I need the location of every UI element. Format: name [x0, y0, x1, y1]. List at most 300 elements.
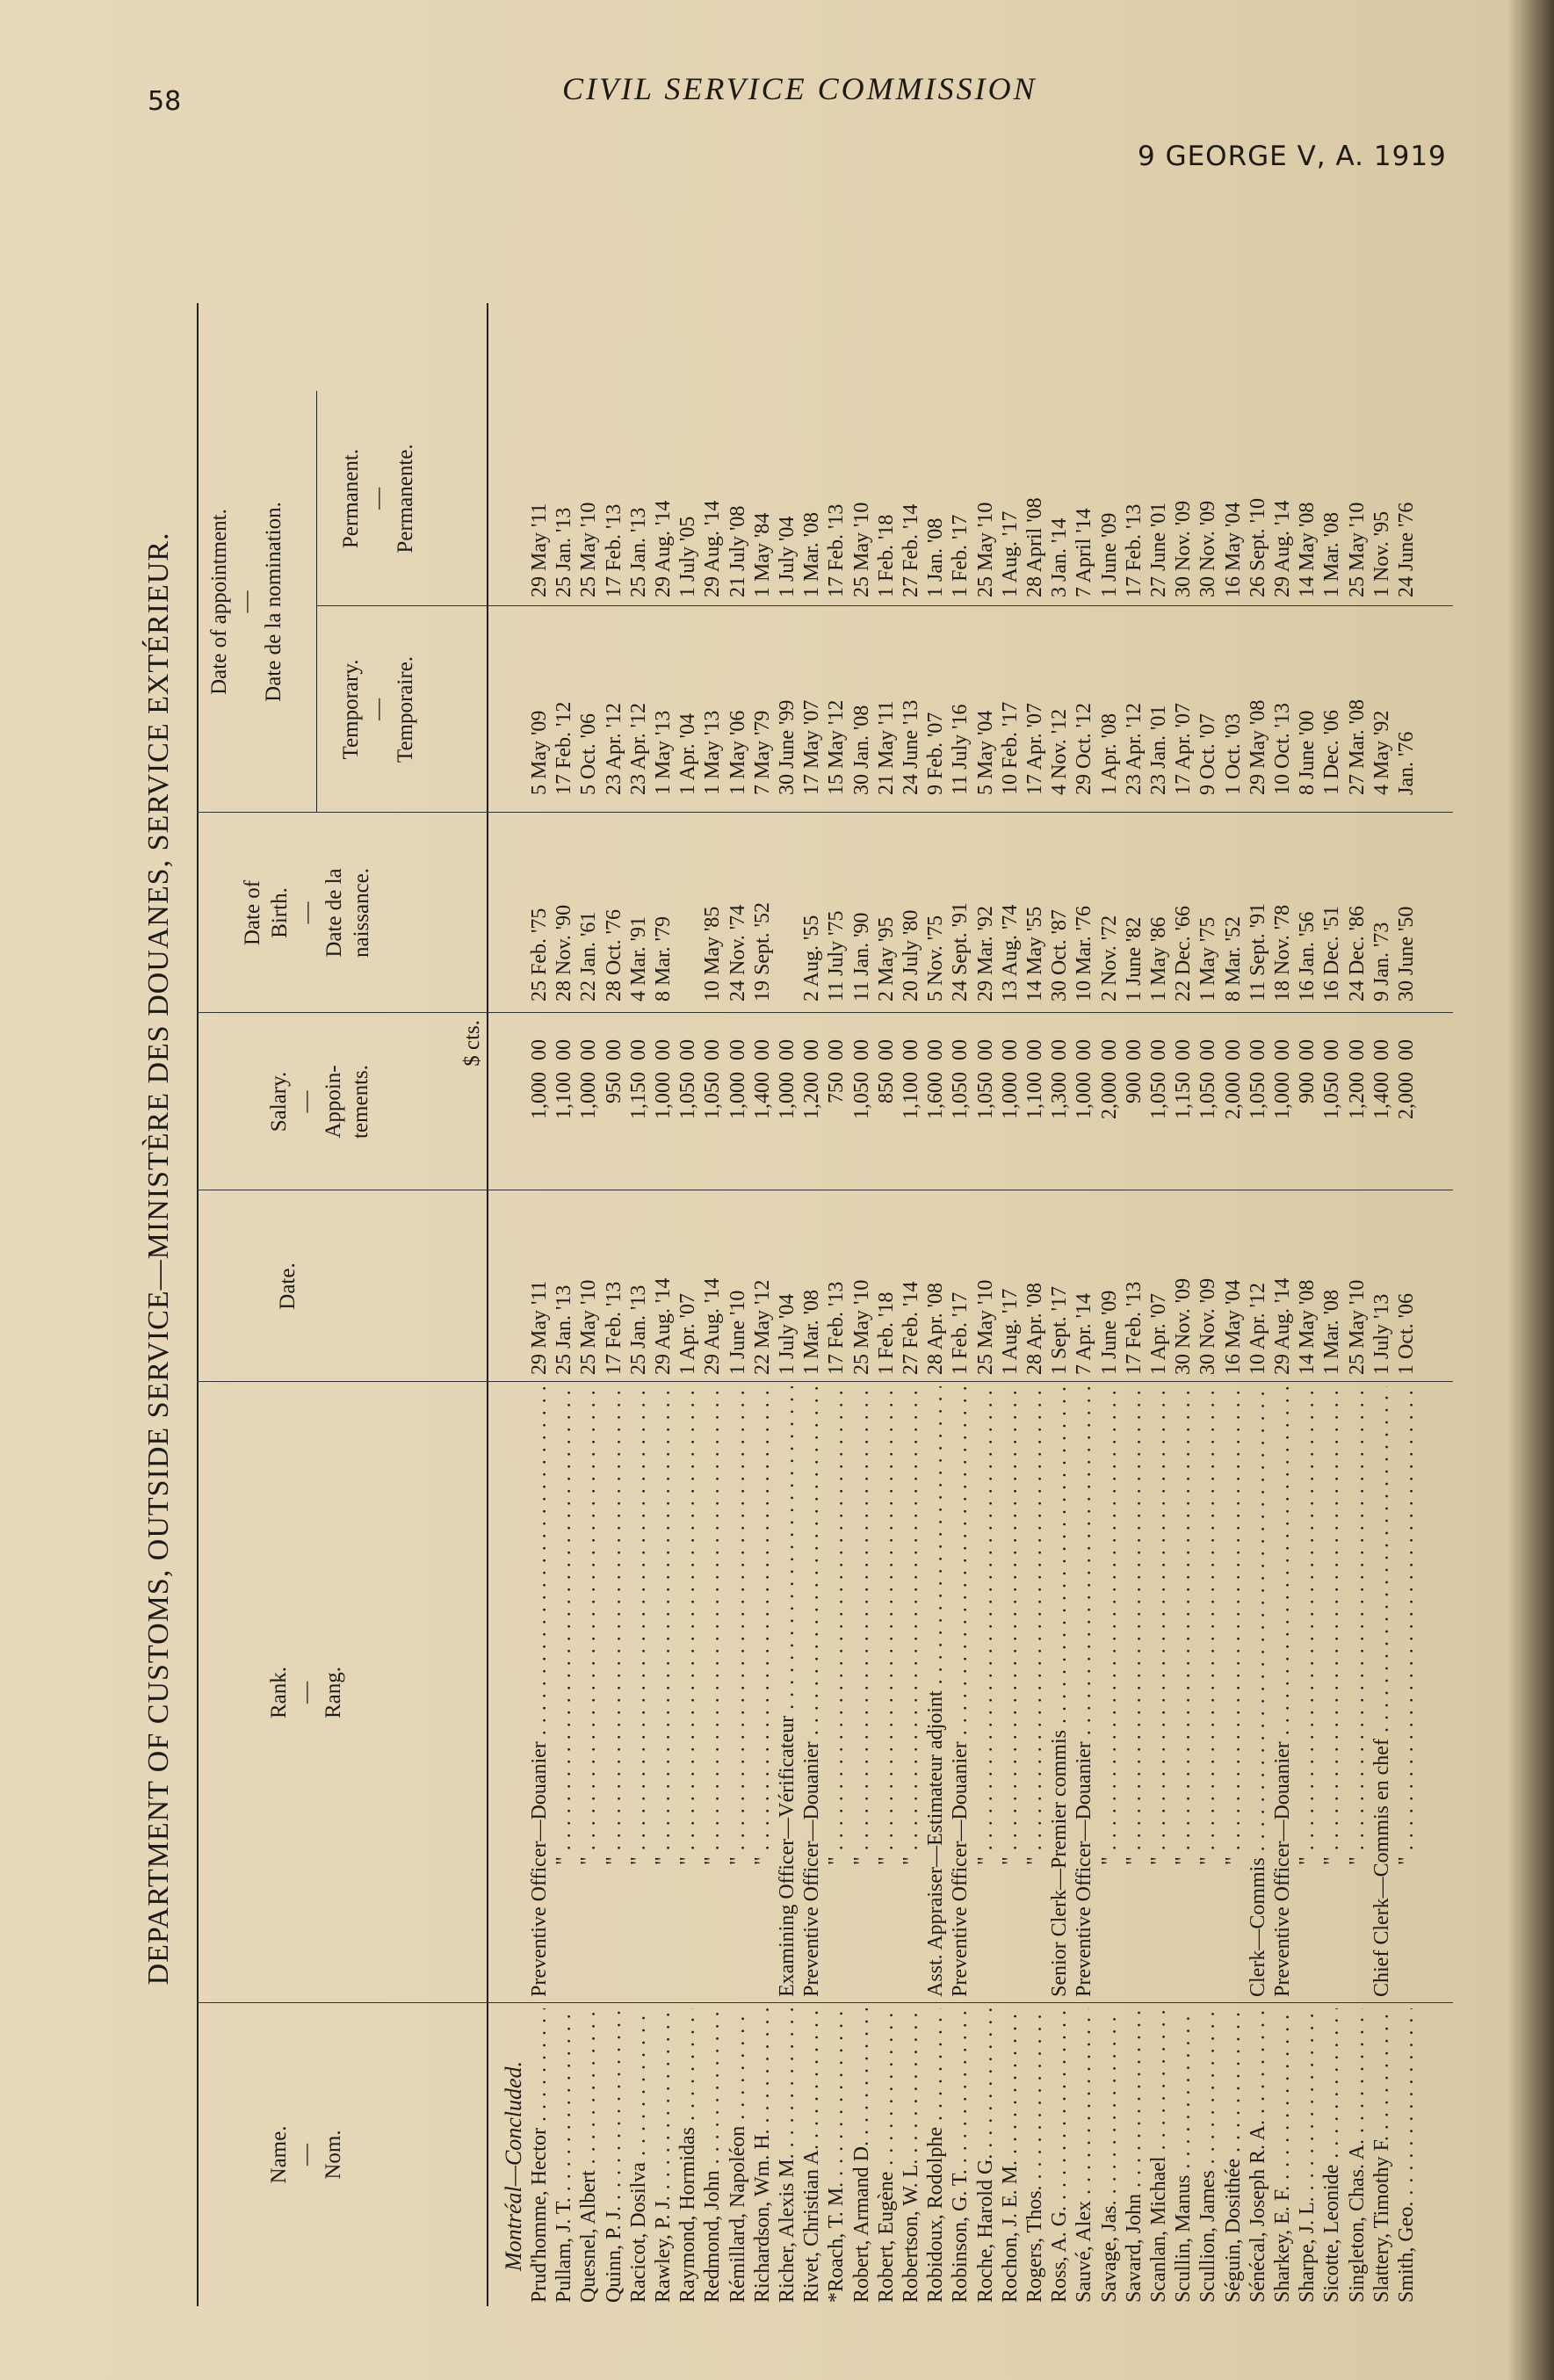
table-row: [1196, 211, 1220, 2306]
name-cell: Robert, Eugène . . .: [874, 2008, 899, 2303]
date-cell: 17 Feb. '13: [1122, 1281, 1146, 1375]
date-cell: 1 Sept. '17: [1048, 1286, 1072, 1375]
permanent-date-cell: 1 Feb. '17: [949, 514, 972, 597]
name-cell: Séguin, Dosithée . . .: [1221, 2008, 1246, 2303]
rank-cell: " . . .: [750, 1386, 775, 1997]
cents-cell: 00: [626, 1039, 650, 1060]
name-cell: Robert, Armand D. . . .: [849, 2008, 874, 2303]
salary-cell: 1,000: [652, 1072, 675, 1119]
birth-date-cell: 2 May '95: [874, 916, 898, 1002]
rank-cell: " . . .: [700, 1386, 725, 1997]
temporary-date-cell: 10 Oct. '13: [1271, 703, 1294, 795]
temporary-date-cell: 1 Dec. '06: [1320, 710, 1344, 795]
salary-header: Salary. — Appoin- tements.: [267, 1065, 372, 1139]
table-row: [576, 211, 601, 2306]
birth-date-cell: 29 Mar. '92: [973, 906, 997, 1002]
permanent-date-cell: 17 Feb. '13: [1122, 503, 1146, 597]
name-cell: Richardson, Wm. H. . . .: [750, 2008, 775, 2303]
salary-cell: 1,400: [1370, 1072, 1393, 1119]
permanent-date-cell: 1 Feb. '18: [874, 514, 898, 597]
rank-cell: " . . .: [1394, 1386, 1419, 1997]
birth-date-cell: 11 July '75: [825, 910, 849, 1002]
temporary-date-cell: 5 Oct. '06: [577, 713, 601, 795]
temporary-date-cell: 4 May '92: [1370, 710, 1393, 795]
name-header: Name. — Nom.: [267, 2125, 345, 2184]
permanent-date-cell: 3 Jan. '14: [1048, 517, 1072, 597]
rank-cell: " . . .: [849, 1386, 874, 1997]
name-cell: Raymond, Hormidas . . .: [676, 2008, 700, 2303]
permanent-date-cell: 24 June '76: [1395, 502, 1418, 597]
name-cell: Ross, A. G. . . .: [1047, 2008, 1072, 2303]
birth-date-cell: 24 Dec. '86: [1345, 906, 1369, 1002]
birth-date-cell: 24 Sept. '91: [949, 902, 972, 1002]
birth-date-cell: 11 Jan. '90: [849, 912, 873, 1002]
name-cell: Sicotte, Leonide . . .: [1319, 2008, 1344, 2303]
rank-cell: " . . .: [1122, 1386, 1146, 1997]
cents-cell: 00: [900, 1039, 922, 1060]
table-row: [849, 211, 874, 2306]
permanent-date-cell: 1 July '05: [676, 516, 700, 597]
name-cell: Redmond, John . . .: [700, 2008, 725, 2303]
cents-cell: 00: [750, 1039, 774, 1060]
birth-date-cell: 13 Aug. '74: [998, 904, 1022, 1002]
rank-cell: " . . .: [899, 1386, 923, 1997]
table-row: [1146, 211, 1171, 2306]
temporary-date-cell: Jan. '76: [1395, 731, 1418, 795]
rank-cell: Clerk—Commis . . .: [1246, 1386, 1270, 1997]
cents-cell: 00: [701, 1039, 725, 1060]
cents-cell: 00: [1122, 1039, 1146, 1060]
cents-cell: 00: [800, 1039, 824, 1060]
temporary-date-cell: 5 May '09: [528, 710, 551, 795]
date-header: Date.: [276, 1262, 300, 1310]
salary-cell: 1,000: [726, 1072, 749, 1119]
temporary-date-cell: 5 May '04: [973, 710, 997, 795]
table-row: [1345, 211, 1370, 2306]
cents-cell: 00: [1196, 1039, 1220, 1060]
name-cell: Sauvé, Alex . . .: [1072, 2008, 1096, 2303]
salary-cell: 1,050: [701, 1072, 725, 1119]
birth-date-cell: 16 Jan. '56: [1296, 911, 1319, 1002]
cents-cell: 00: [1320, 1039, 1344, 1060]
birth-date-cell: 24 Nov. '74: [726, 904, 749, 1002]
permanent-date-cell: 29 Aug. '14: [701, 500, 725, 597]
birth-date-cell: 22 Jan. '61: [577, 911, 601, 1002]
date-cell: 27 Feb. '14: [900, 1281, 922, 1375]
date-cell: 30 Nov. '09: [1196, 1277, 1220, 1375]
date-cell: 7 Apr. '14: [1073, 1293, 1096, 1375]
rank-cell: Senior Clerk—Premier commis . . .: [1047, 1386, 1072, 1997]
salary-cell: 1,150: [626, 1072, 650, 1119]
date-cell: 1 Oct. '06: [1395, 1293, 1418, 1375]
cents-cell: 00: [577, 1039, 601, 1060]
birth-date-cell: 25 Feb. '75: [528, 908, 551, 1002]
table-row: [1295, 211, 1319, 2306]
date-cell: 29 Aug. '14: [701, 1277, 725, 1375]
birth-date-cell: 11 Sept. '91: [1246, 902, 1269, 1002]
permanent-date-cell: 7 April '14: [1073, 508, 1096, 597]
table-row: [1097, 211, 1122, 2306]
salary-cell: 2,000: [1395, 1072, 1418, 1119]
date-cell: 29 May '11: [528, 1280, 551, 1375]
date-cell: 1 June '10: [726, 1290, 749, 1375]
table-title: DEPARTMENT OF CUSTOMS, OUTSIDE SERVICE—MINISTÈRE DES DOUANES, SERVICE EXTÉRIEUR.: [142, 532, 175, 1986]
salary-cell: 1,000: [1271, 1072, 1294, 1119]
birth-date-cell: 4 Mar. '91: [626, 916, 650, 1002]
name-cell: Sénécal, Joseph R. A. . . .: [1246, 2008, 1270, 2303]
cents-cell: 00: [825, 1039, 849, 1060]
rank-cell: " . . .: [1345, 1386, 1370, 1997]
temporary-date-cell: 17 Apr. '07: [1023, 703, 1046, 795]
page-number: 58: [148, 86, 182, 117]
cents-cell: 00: [973, 1039, 997, 1060]
salary-cell: 1,400: [750, 1072, 774, 1119]
table-row: [1122, 211, 1146, 2306]
name-cell: Smith, Geo. . . .: [1394, 2008, 1419, 2303]
rank-cell: " . . .: [1295, 1386, 1319, 1997]
date-cell: 25 May '10: [973, 1279, 997, 1375]
temporary-date-cell: 17 May '07: [800, 699, 824, 795]
date-cell: 16 May '04: [1221, 1279, 1245, 1375]
cents-cell: 00: [676, 1039, 700, 1060]
temporary-date-cell: 4 Nov. '12: [1048, 708, 1072, 795]
permanent-date-cell: 30 Nov. '09: [1172, 500, 1196, 597]
rank-cell: Preventive Officer—Douanier . . .: [1072, 1386, 1096, 1997]
temporary-date-cell: 23 Jan. '01: [1147, 705, 1170, 795]
birth-date-cell: 16 Dec. '51: [1320, 906, 1344, 1002]
date-cell: 28 Apr. '08: [924, 1283, 948, 1375]
table-row: [1319, 211, 1344, 2306]
table-row: [1072, 211, 1096, 2306]
header-bottom-rule: [487, 303, 488, 2306]
salary-cell: 2,000: [1221, 1072, 1245, 1119]
permanent-date-cell: 27 June '01: [1147, 502, 1170, 597]
permanent-date-cell: 1 Nov. '95: [1370, 510, 1393, 597]
table-row: [899, 211, 923, 2306]
cents-cell: 00: [1172, 1039, 1196, 1060]
date-cell: 1 July '04: [776, 1293, 799, 1375]
permanent-date-cell: 21 July '08: [726, 505, 749, 597]
permanent-date-cell: 1 Mar. '08: [1320, 512, 1344, 597]
rank-cell: Preventive Officer—Douanier . . .: [948, 1386, 972, 1997]
date-cell: 25 Jan. '13: [553, 1284, 576, 1375]
date-cell: 1 July '13: [1370, 1293, 1393, 1375]
name-cell: Prud'homme, Hector . . .: [527, 2008, 552, 2303]
cents-cell: 00: [998, 1039, 1022, 1060]
cents-cell: 00: [949, 1039, 972, 1060]
cents-cell: 00: [1345, 1039, 1369, 1060]
temporary-date-cell: 23 Apr. '12: [602, 703, 625, 795]
permanent-date-cell: 17 Feb. '13: [602, 503, 625, 597]
salary-cell: 1,050: [1196, 1072, 1220, 1119]
table-row: [750, 211, 775, 2306]
salary-cell: 1,200: [1345, 1072, 1369, 1119]
salary-cell: 1,050: [676, 1072, 700, 1119]
cents-cell: 00: [1147, 1039, 1170, 1060]
salary-cell: 1,050: [1320, 1072, 1344, 1119]
table-row: [948, 211, 972, 2306]
name-cell: Sharpe, J. L. . . .: [1295, 2008, 1319, 2303]
birth-header: Date of Birth. — Date de la naissance.: [241, 867, 373, 959]
table-row: [1221, 211, 1246, 2306]
date-cell: 1 Mar. '08: [1320, 1290, 1344, 1375]
temporary-date-cell: 10 Feb. '17: [998, 701, 1022, 795]
temporary-date-cell: 23 Apr. '12: [626, 703, 650, 795]
rank-cell: " . . .: [1319, 1386, 1344, 1997]
date-cell: 29 Aug. '14: [652, 1277, 675, 1375]
permanent-date-cell: 1 June '09: [1097, 512, 1121, 597]
table-row: [799, 211, 824, 2306]
date-cell: 1 Apr. '07: [1147, 1293, 1170, 1375]
permanent-date-cell: 25 Jan. '13: [626, 507, 650, 597]
rank-cell: " . . .: [824, 1386, 849, 1997]
date-cell: 17 Feb. '13: [602, 1281, 625, 1375]
birth-date-cell: 5 Nov. '75: [924, 915, 948, 1002]
name-cell: Rémillard, Napoléon . . .: [726, 2008, 750, 2303]
permanent-date-cell: 1 July '04: [776, 516, 799, 597]
birth-date-cell: 10 May '85: [701, 906, 725, 1002]
temporary-date-cell: 1 Oct. '03: [1221, 713, 1245, 795]
rank-cell: " . . .: [626, 1386, 651, 1997]
birth-date-cell: 30 June '50: [1395, 906, 1418, 1002]
birth-date-cell: 2 Aug. '55: [800, 915, 824, 1002]
cents-cell: 00: [924, 1039, 948, 1060]
name-cell: Robertson, W. L. . . .: [899, 2008, 923, 2303]
name-cell: *Roach, T. M. . . .: [824, 2008, 849, 2303]
temporary-date-cell: 9 Feb. '07: [924, 712, 948, 795]
cents-cell: 00: [553, 1039, 576, 1060]
temporary-date-cell: 30 June '99: [776, 699, 799, 795]
salary-cell: 1,050: [949, 1072, 972, 1119]
salary-cell: 1,000: [528, 1072, 551, 1119]
cents-cell: 00: [1221, 1039, 1245, 1060]
table-row: [1370, 211, 1394, 2306]
birth-date-cell: 19 Sept. '52: [750, 902, 774, 1002]
table-row: [775, 211, 799, 2306]
table-row: [1171, 211, 1196, 2306]
salary-cell: 1,100: [1023, 1072, 1046, 1119]
cents-cell: 00: [1296, 1039, 1319, 1060]
name-cell: Savard, John . . .: [1122, 2008, 1146, 2303]
rank-cell: " . . .: [874, 1386, 899, 1997]
rank-cell: Examining Officer—Vérificateur . . .: [775, 1386, 799, 1997]
name-cell: Scanlan, Michael . . .: [1146, 2008, 1171, 2303]
cents-cell: 00: [849, 1039, 873, 1060]
temporary-date-cell: 1 Apr. '08: [1097, 713, 1121, 795]
temporary-date-cell: 29 May '08: [1246, 699, 1269, 795]
salary-cell: 1,100: [553, 1072, 576, 1119]
section-heading: Montréal—Concluded.: [501, 2060, 526, 2271]
date-cell: 25 May '10: [577, 1279, 601, 1375]
permanent-header: Permanent. — Permanente.: [339, 444, 417, 553]
birth-date-cell: 1 June '82: [1122, 916, 1146, 1002]
rank-cell: " . . .: [1146, 1386, 1171, 1997]
cents-cell: 00: [1395, 1039, 1418, 1060]
salary-cell: 950: [602, 1072, 625, 1103]
table-row: [1023, 211, 1047, 2306]
table-row: [552, 211, 576, 2306]
table-row: [1047, 211, 1072, 2306]
cents-cell: 00: [1271, 1039, 1294, 1060]
temporary-date-cell: 8 June '00: [1296, 710, 1319, 795]
name-cell: Quinn, P. J. . . .: [602, 2008, 626, 2303]
rank-cell: " . . .: [998, 1386, 1023, 1997]
rank-cell: Preventive Officer—Douanier . . .: [799, 1386, 824, 1997]
birth-date-cell: 28 Nov. '90: [553, 904, 576, 1002]
name-cell: Rogers, Thos. . . .: [1023, 2008, 1047, 2303]
permanent-date-cell: 27 Feb. '14: [900, 503, 922, 597]
temporary-date-cell: 27 Mar. '08: [1345, 699, 1369, 795]
date-cell: 22 May '12: [750, 1279, 774, 1375]
name-cell: Rochon, J. E. M. . . .: [998, 2008, 1023, 2303]
table-row: [973, 211, 998, 2306]
date-cell: 25 Jan. '13: [626, 1284, 650, 1375]
permanent-date-cell: 1 Mar. '08: [800, 512, 824, 597]
salary-cell: 1,000: [998, 1072, 1022, 1119]
temporary-header: Temporary. — Temporaire.: [339, 655, 417, 763]
permanent-date-cell: 16 May '04: [1221, 502, 1245, 597]
temporary-date-cell: 15 May '12: [825, 699, 849, 795]
salary-cell: 1,050: [849, 1072, 873, 1119]
date-cell: 10 Apr. '12: [1246, 1283, 1269, 1375]
table-row: [824, 211, 849, 2306]
table-row: [923, 211, 948, 2306]
appointment-subrule: [316, 391, 317, 813]
permanent-date-cell: 29 May '11: [528, 503, 551, 597]
table-row: [998, 211, 1023, 2306]
temporary-date-cell: 11 July '16: [949, 704, 972, 795]
birth-date-cell: 9 Jan. '73: [1370, 922, 1393, 1002]
salary-cell: 1,100: [900, 1072, 922, 1119]
permanent-date-cell: 25 May '10: [577, 502, 601, 597]
permanent-date-cell: 25 Jan. '13: [553, 507, 576, 597]
temporary-date-cell: 1 May '13: [701, 710, 725, 795]
permanent-date-cell: 17 Feb. '13: [825, 503, 849, 597]
table-row: [1394, 211, 1419, 2306]
date-cell: 1 Apr. '07: [676, 1293, 700, 1375]
table-row: [874, 211, 899, 2306]
birth-date-cell: 1 May '86: [1147, 916, 1170, 1002]
name-cell: Scullion, James . . .: [1196, 2008, 1220, 2303]
temporary-date-cell: 9 Oct. '07: [1196, 713, 1220, 795]
date-cell: 17 Feb. '13: [825, 1281, 849, 1375]
header-top-rule: [197, 303, 199, 2306]
running-title: CIVIL SERVICE COMMISSION: [562, 71, 1037, 106]
name-cell: Roche, Harold G. . . .: [973, 2008, 998, 2303]
date-cell: 29 Aug. '14: [1271, 1277, 1294, 1375]
salary-cell: 850: [874, 1072, 898, 1103]
temporary-date-cell: 1 May '13: [652, 710, 675, 795]
name-cell: Robidoux, Rodolphe . . .: [923, 2008, 948, 2303]
salary-cell: 1,050: [1147, 1072, 1170, 1119]
rank-cell: Asst. Appraiser—Estimateur adjoint . . .: [923, 1386, 948, 1997]
permanent-date-cell: 29 Aug. '14: [1271, 500, 1294, 597]
table-row: [1246, 211, 1270, 2306]
birth-date-cell: 28 Oct. '76: [602, 909, 625, 1002]
birth-date-cell: 1 May '75: [1196, 916, 1220, 1002]
salary-cell: 900: [1296, 1072, 1319, 1103]
session-label: 9 GEORGE V, A. 1919: [1138, 141, 1447, 172]
rank-cell: " . . .: [1196, 1386, 1220, 1997]
salary-cell: 1,050: [1246, 1072, 1269, 1119]
name-cell: Rawley, P. J. . . .: [651, 2008, 676, 2303]
temporary-date-cell: 23 Apr. '12: [1122, 703, 1146, 795]
date-cell: 28 Apr. '08: [1023, 1283, 1046, 1375]
rank-cell: " . . .: [1023, 1386, 1047, 1997]
rank-cell: Preventive Officer—Douanier . . .: [527, 1386, 552, 1997]
rank-header: Rank. — Rang.: [267, 1666, 345, 1719]
birth-date-cell: 10 Mar. '76: [1073, 906, 1096, 1002]
name-cell: Slattery, Timothy F. . . .: [1370, 2008, 1394, 2303]
cents-cell: 00: [1370, 1039, 1393, 1060]
temporary-date-cell: 7 May '79: [750, 710, 774, 795]
salary-units: $ cts.: [460, 1020, 484, 1067]
rank-cell: " . . .: [602, 1386, 626, 1997]
birth-date-cell: 2 Nov. '72: [1097, 915, 1121, 1002]
birth-date-cell: 14 May '55: [1023, 906, 1046, 1002]
cents-cell: 00: [1246, 1039, 1269, 1060]
permanent-date-cell: 1 Jan. '08: [924, 517, 948, 597]
name-cell: Rivet, Christian A. . . .: [799, 2008, 824, 2303]
date-cell: 1 Feb. '17: [949, 1291, 972, 1375]
temporary-date-cell: 17 Feb. '12: [553, 701, 576, 795]
salary-cell: 1,600: [924, 1072, 948, 1119]
permanent-date-cell: 1 May '84: [750, 512, 774, 597]
name-cell: Savage, Jas. . . .: [1097, 2008, 1122, 2303]
cents-cell: 00: [528, 1039, 551, 1060]
salary-cell: 1,050: [973, 1072, 997, 1119]
salary-cell: 750: [825, 1072, 849, 1103]
salary-cell: 1,150: [1172, 1072, 1196, 1119]
name-cell: Racicot, Dosilva . . .: [626, 2008, 651, 2303]
rank-cell: " . . .: [726, 1386, 750, 1997]
table-row: [676, 211, 700, 2306]
rank-cell: " . . .: [651, 1386, 676, 1997]
cents-cell: 00: [726, 1039, 749, 1060]
temporary-date-cell: 21 May '11: [874, 700, 898, 795]
table-row: [527, 211, 552, 2306]
salary-cell: 1,200: [800, 1072, 824, 1119]
table-row: [726, 211, 750, 2306]
name-cell: Sharkey, E. F. . . .: [1270, 2008, 1295, 2303]
birth-date-cell: 18 Nov. '78: [1271, 904, 1294, 1002]
date-cell: 1 Feb. '18: [874, 1291, 898, 1375]
permanent-date-cell: 25 May '10: [1345, 502, 1369, 597]
temporary-date-cell: 29 Oct. '12: [1073, 703, 1096, 795]
cents-cell: 00: [874, 1039, 898, 1060]
birth-date-cell: 8 Mar. '52: [1221, 916, 1245, 1002]
rank-cell: " . . .: [973, 1386, 998, 1997]
rank-cell: Preventive Officer—Douanier . . .: [1270, 1386, 1295, 1997]
permanent-date-cell: 1 Aug. '17: [998, 510, 1022, 597]
date-cell: 25 May '10: [1345, 1279, 1369, 1375]
birth-date-cell: 8 Mar. '79: [652, 916, 675, 1002]
appointment-header: Date of appointment. — Date de la nomination.: [207, 502, 286, 702]
temporary-date-cell: 1 Apr. '04: [676, 713, 700, 795]
temporary-date-cell: 17 Apr. '07: [1172, 703, 1196, 795]
salary-cell: 900: [1122, 1072, 1146, 1103]
rank-cell: Chief Clerk—Commis en chef . . .: [1370, 1386, 1394, 1997]
salary-cell: 1,300: [1048, 1072, 1072, 1119]
temporary-date-cell: 1 May '06: [726, 710, 749, 795]
rank-cell: " . . .: [576, 1386, 601, 1997]
permanent-date-cell: 30 Nov. '09: [1196, 500, 1220, 597]
cents-cell: 00: [602, 1039, 625, 1060]
salary-cell: 1,000: [577, 1072, 601, 1119]
birth-date-cell: 22 Dec. '66: [1172, 906, 1196, 1002]
table-row: [700, 211, 725, 2306]
salary-cell: 1,000: [776, 1072, 799, 1119]
